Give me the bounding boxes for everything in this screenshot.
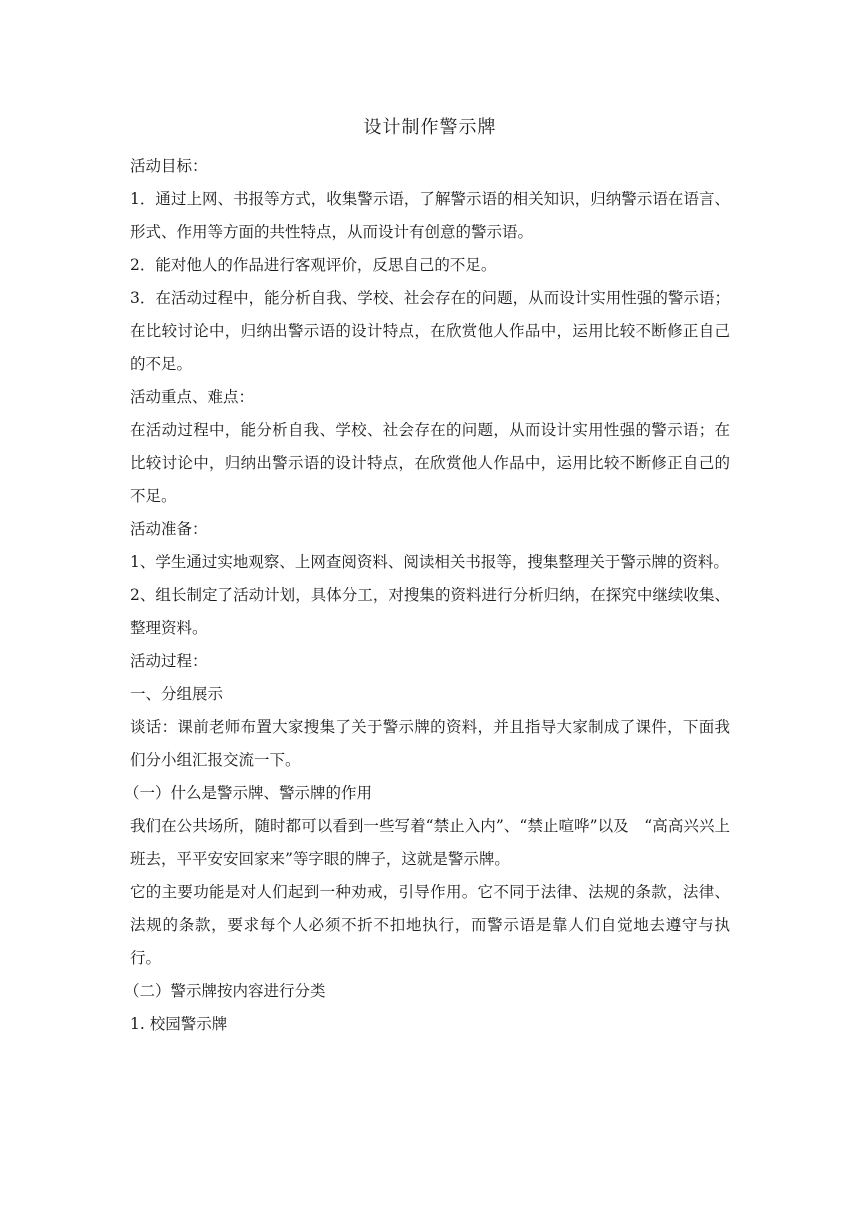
subsection-1-paragraph-2: 它的主要功能是对人们起到一种劝戒，引导作用。它不同于法律、法规的条款，法律、法规的条款，要求每个人必须不折不扣地执行，而警示语是靠人们自觉地去遵守与执行。	[130, 883, 730, 967]
goal-item-3: 3．在活动过程中，能分析自我、学校、社会存在的问题，从而设计实用性强的警示语；在比较讨论中，归纳出警示语的设计特点，在欣赏他人作品中，运用比较不断修正自己的不足。	[130, 289, 730, 373]
key-points-heading: 活动重点、难点：	[130, 388, 255, 406]
document-body	[124, 114, 730, 1041]
process-heading: 活动过程：	[130, 652, 208, 670]
preparation-item-2: 2、组长制定了活动计划，具体分工，对搜集的资料进行分析归纳，在探究中继续收集、整理资料。	[130, 586, 730, 637]
goal-heading: 活动目标：	[130, 157, 208, 175]
talk-paragraph: 谈话：课前老师布置大家搜集了关于警示牌的资料，并且指导大家制成了课件，下面我们分小组汇报交流一下。	[130, 718, 730, 769]
subsection-1-paragraph-1: 我们在公共场所，随时都可以看到一些写着“禁止入内”、“禁止喧哗”以及 “高高兴兴上班去，平平安安回家来”等字眼的牌子，这就是警示牌。	[130, 817, 730, 868]
subsection-2-item-1: 1. 校园警示牌	[130, 1015, 228, 1033]
goal-item-1: 1．通过上网、书报等方式，收集警示语，了解警示语的相关知识，归纳警示语在语言、形式、作用等方面的共性特点，从而设计有创意的警示语。	[130, 190, 730, 241]
document-title: 设计制作警示牌	[363, 117, 497, 138]
key-points-body: 在活动过程中，能分析自我、学校、社会存在的问题，从而设计实用性强的警示语；在比较讨论中，归纳出警示语的设计特点，在欣赏他人作品中，运用比较不断修正自己的不足。	[130, 421, 730, 505]
subsection-heading-1: （一）什么是警示牌、警示牌的作用	[124, 784, 373, 802]
goal-item-2: 2．能对他人的作品进行客观评价，反思自己的不足。	[130, 256, 497, 274]
preparation-heading: 活动准备：	[130, 520, 208, 538]
subsection-heading-2: （二）警示牌按内容进行分类	[124, 982, 326, 1000]
preparation-item-1: 1、学生通过实地观察、上网查阅资料、阅读相关书报等，搜集整理关于警示牌的资料。	[130, 553, 729, 571]
section-heading-1: 一、分组展示	[130, 685, 224, 703]
